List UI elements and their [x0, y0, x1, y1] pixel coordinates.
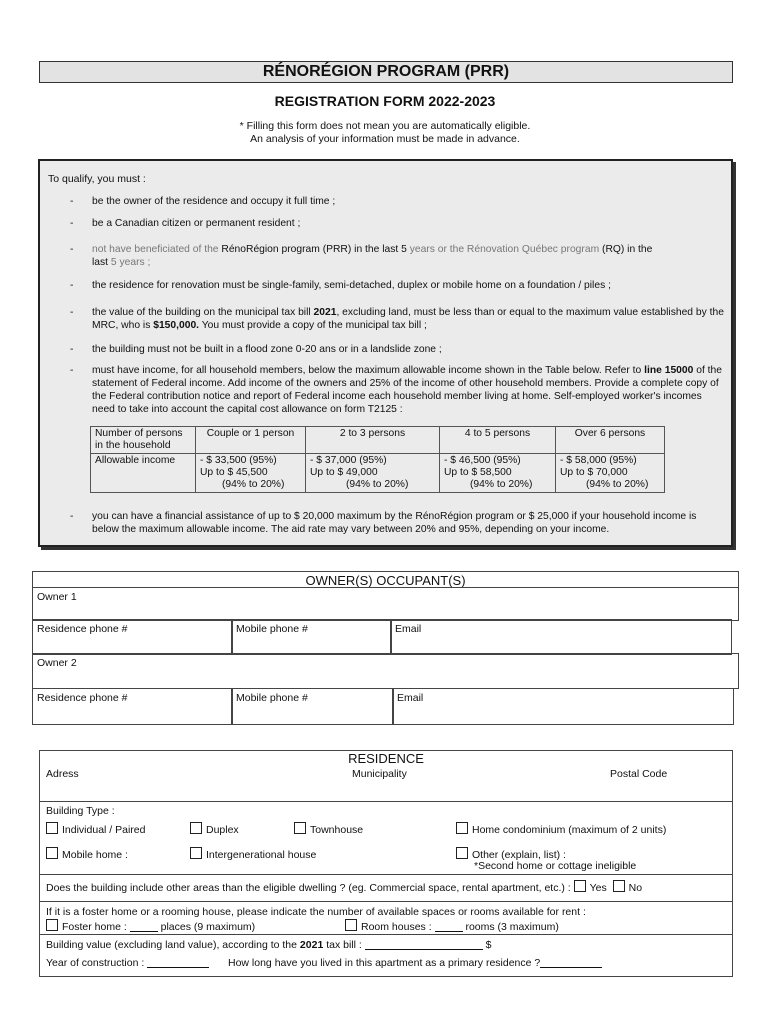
- owner1-field[interactable]: Owner 1: [32, 587, 739, 621]
- income-2-3: - $ 37,000 (95%) Up to $ 49,000 (94% to 20%): [306, 454, 440, 493]
- type-mobile-home-checkbox[interactable]: Mobile home :: [46, 847, 128, 861]
- header-over-6: Over 6 persons: [556, 427, 665, 454]
- eligibility-note: * Filling this form does not mean you are automatically eligible.: [239, 120, 531, 132]
- income-over-6: - $ 58,000 (95%) Up to $ 70,000 (94% to 20%): [556, 454, 665, 493]
- income-table-row: [91, 454, 665, 493]
- year-construction-field[interactable]: Year of construction :: [46, 957, 209, 969]
- second-home-note: *Second home or cottage ineligible: [474, 860, 637, 872]
- foster-home-checkbox[interactable]: Foster home : places (9 maximum): [46, 919, 255, 933]
- owners-section-title: OWNER(S) OCCUPANT(S): [32, 571, 739, 588]
- owner2-residence-phone-field[interactable]: Residence phone #: [32, 688, 233, 725]
- residence-section-title: RESIDENCE: [348, 751, 424, 766]
- residence-duration-field[interactable]: How long have you lived in this apartment as a primary residence ?: [228, 957, 602, 969]
- address-field[interactable]: Adress: [46, 768, 79, 780]
- header-couple: Couple or 1 person: [196, 427, 306, 454]
- qualify-heading: To qualify, you must :: [48, 173, 146, 185]
- type-individual-checkbox[interactable]: Individual / Paired: [46, 822, 145, 836]
- income-table-header: [91, 427, 665, 454]
- owner1-mobile-phone-field[interactable]: Mobile phone #: [231, 619, 392, 655]
- municipality-field[interactable]: Municipality: [352, 768, 407, 780]
- income-couple: - $ 33,500 (95%) Up to $ 45,500 (94% to 20%): [196, 454, 306, 493]
- type-intergenerational-checkbox[interactable]: Intergenerational house: [190, 847, 316, 861]
- row-label: Allowable income: [91, 454, 196, 493]
- type-condo-checkbox[interactable]: Home condominium (maximum of 2 units): [456, 822, 666, 836]
- form-subtitle: REGISTRATION FORM 2022-2023: [274, 93, 496, 109]
- analysis-note: An analysis of your information must be made in advance.: [250, 133, 520, 145]
- type-other-checkbox[interactable]: Other (explain, list) :: [456, 847, 566, 861]
- form-title: RÉNORÉGION PROGRAM (PRR): [39, 61, 733, 83]
- owner1-email-field[interactable]: Email: [390, 619, 732, 655]
- room-houses-checkbox[interactable]: Room houses : rooms (3 maximum): [345, 919, 559, 933]
- building-type-label: Building Type :: [46, 805, 115, 817]
- income-table: [90, 426, 665, 493]
- header-4-5: 4 to 5 persons: [440, 427, 556, 454]
- postal-code-field[interactable]: Postal Code: [610, 768, 668, 780]
- header-persons: Number of persons in the household: [91, 427, 196, 454]
- type-townhouse-checkbox[interactable]: Townhouse: [294, 822, 363, 836]
- building-value-field[interactable]: Building value (excluding land value), according to the 2021 tax bill : $: [46, 939, 492, 951]
- owner2-field[interactable]: Owner 2: [32, 653, 739, 689]
- other-areas-question: Does the building include other areas than the eligible dwelling ? (eg. Commercial space, rental apartment, etc.) : Yes No: [46, 882, 643, 894]
- owner2-mobile-phone-field[interactable]: Mobile phone #: [231, 688, 394, 725]
- header-2-3: 2 to 3 persons: [306, 427, 440, 454]
- other-areas-yes-checkbox[interactable]: [574, 880, 586, 892]
- qualification-box: To qualify, you must : - be the owner of the residence and occupy it full time ; - be a Canadian citizen or permanent resident ; - not have beneficiated of the RénoRégion program (PRR) in the last 5 years or the Rénovation Québec program (RQ) in the last 5 years ; - the residence for renovation must be single-family, semi-detached, duplex or mobile home on a foundation / piles ; - the value of the building on the municipal tax bill 2021, excluding land, must be less than or equal to the maximum value established by the MRC, who is $150,000. You must provide a copy of the municipal tax bill ; - the building must not be built in a flood zone 0-20 ans or in a landslide zone ; - must have income, for all household members, below the maximum allowable income shown in the Table below. Refer to line 15000 of the statement of Federal income. Add income of the owners and 25% of the income of other household members. Provide a complete copy of the Federal contribution notice and report of Federal income each household member living at home. Self-employed worker's incomes need to take into account the capital cost allowance on form T2125 : Number of persons in the household Couple or 1 person 2 to 3 persons 4 to 5 persons Over 6 persons Allowable income - $ 33,500 (95%) Up to $ 45,500 (94% to 20%) - $ 37,000 (95%) Up to $ 49,000 (94% to 20%) - $ 46,500 (95%) Up to $ 58,500 (94% to 20%) - $ 58,000 (95%) Up to $ 70,000 (94% to 20%) - you can have a financial assistance of up to $ 20,000 maximum by the RénoRégion program or $ 25,000 if your household income is below the maximum allowable income. The aid rate may vary between 20% and 95%, depending on your income.: [38, 159, 733, 547]
- residence-section: [39, 750, 733, 977]
- foster-question: If it is a foster home or a rooming house, please indicate the number of available spaces or rooms available for rent :: [46, 906, 586, 918]
- income-4-5: - $ 46,500 (95%) Up to $ 58,500 (94% to 20%): [440, 454, 556, 493]
- type-duplex-checkbox[interactable]: Duplex: [190, 822, 239, 836]
- owner2-email-field[interactable]: Email: [392, 688, 734, 725]
- other-areas-no-checkbox[interactable]: [613, 880, 625, 892]
- owner1-residence-phone-field[interactable]: Residence phone #: [32, 619, 233, 655]
